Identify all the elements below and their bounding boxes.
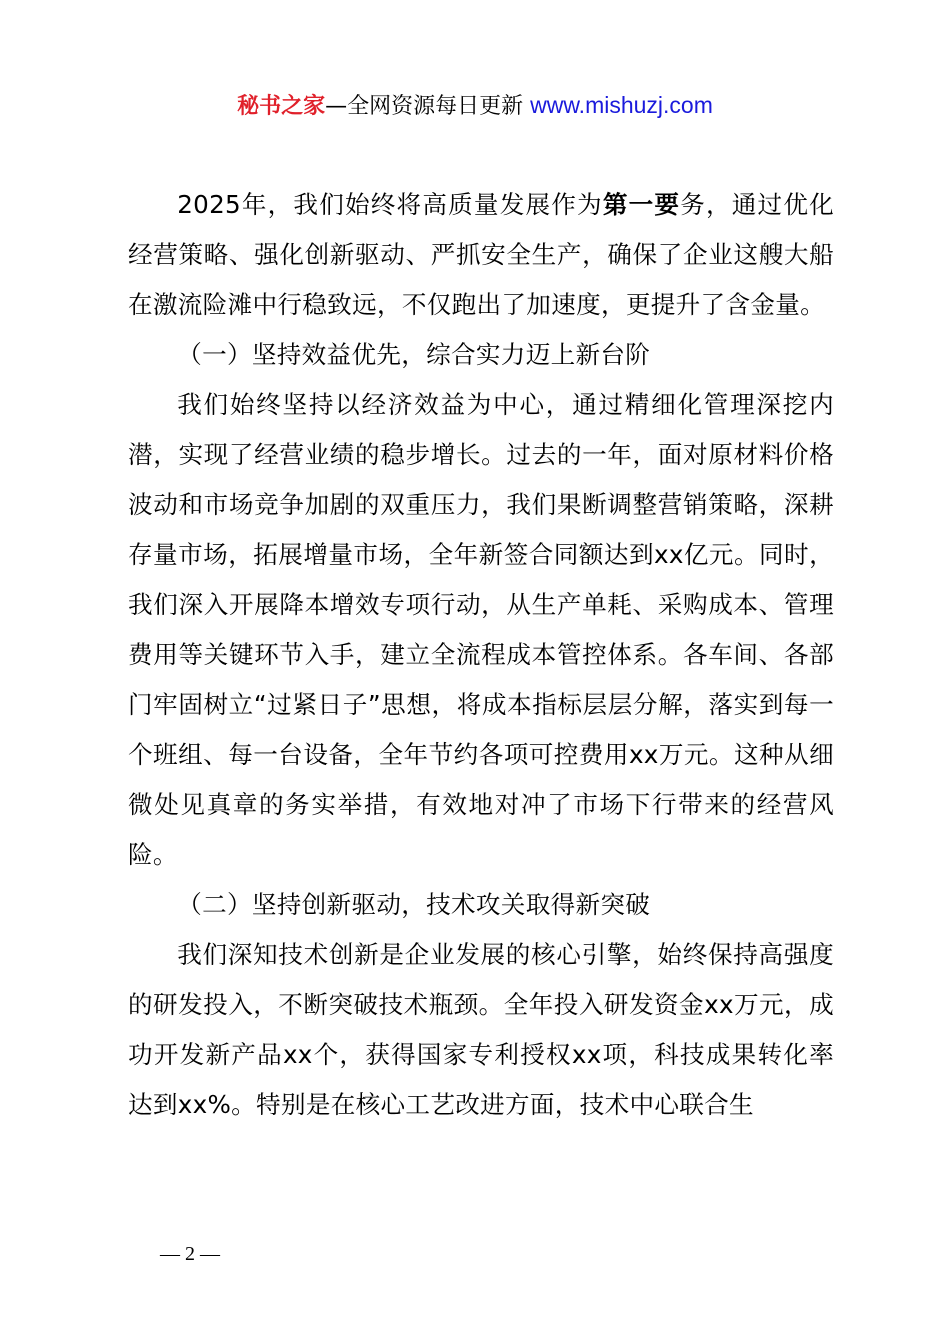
document-body bbox=[128, 180, 834, 1130]
intro-bold-text: 第一要 bbox=[602, 190, 681, 219]
header-tagline: —全网资源每日更新 bbox=[325, 94, 531, 119]
section-heading-1: （一）坚持效益优先，综合实力迈上新台阶 bbox=[177, 340, 651, 369]
section-heading-2: （二）坚持创新驱动，技术攻关取得新突破 bbox=[177, 890, 651, 919]
intro-text-end: 务，通过优化经营策略、强化创新驱动、严抓安全生产，确保了企业这艘大船在激流险滩中行稳致远，不仅跑出了加速度，更提升了含金量。 bbox=[128, 190, 834, 319]
paragraph-section-2: 我们深知技术创新是企业发展的核心引擎，始终保持高强度的研发投入，不断突破技术瓶颈。全年投入研发资金xx万元，成功开发新产品xx个，获得国家专利授权xx项，科技成果转化率达到xx%。特别是在核心工艺改进方面，技术中心联合生 bbox=[128, 940, 834, 1119]
intro-text-start: 2025年，我们始终将高质量发展作为 bbox=[177, 190, 603, 219]
page-header bbox=[0, 89, 950, 123]
brand-name: 秘书之家 bbox=[237, 94, 326, 119]
paragraph-section-1: 我们始终坚持以经济效益为中心，通过精细化管理深挖内潜，实现了经营业绩的稳步增长。过去的一年，面对原材料价格波动和市场竞争加剧的双重压力，我们果断调整营销策略，深耕存量市场，拓展增量市场，全年新签合同额达到xx亿元。同时，我们深入开展降本增效专项行动，从生产单耗、采购成本、管理费用等关键环节入手，建立全流程成本管控体系。各车间、各部门牢固树立“过紧日子”思想，将成本指标层层分解，落实到每一个班组、每一台设备，全年节约各项可控费用xx万元。这种从细微处见真章的务实举措，有效地对冲了市场下行带来的经营风险。 bbox=[128, 390, 834, 869]
page-number: — 2 — bbox=[160, 1243, 220, 1265]
site-url[interactable]: www.mishuzj.com bbox=[530, 92, 713, 118]
paragraph-intro bbox=[128, 180, 834, 330]
